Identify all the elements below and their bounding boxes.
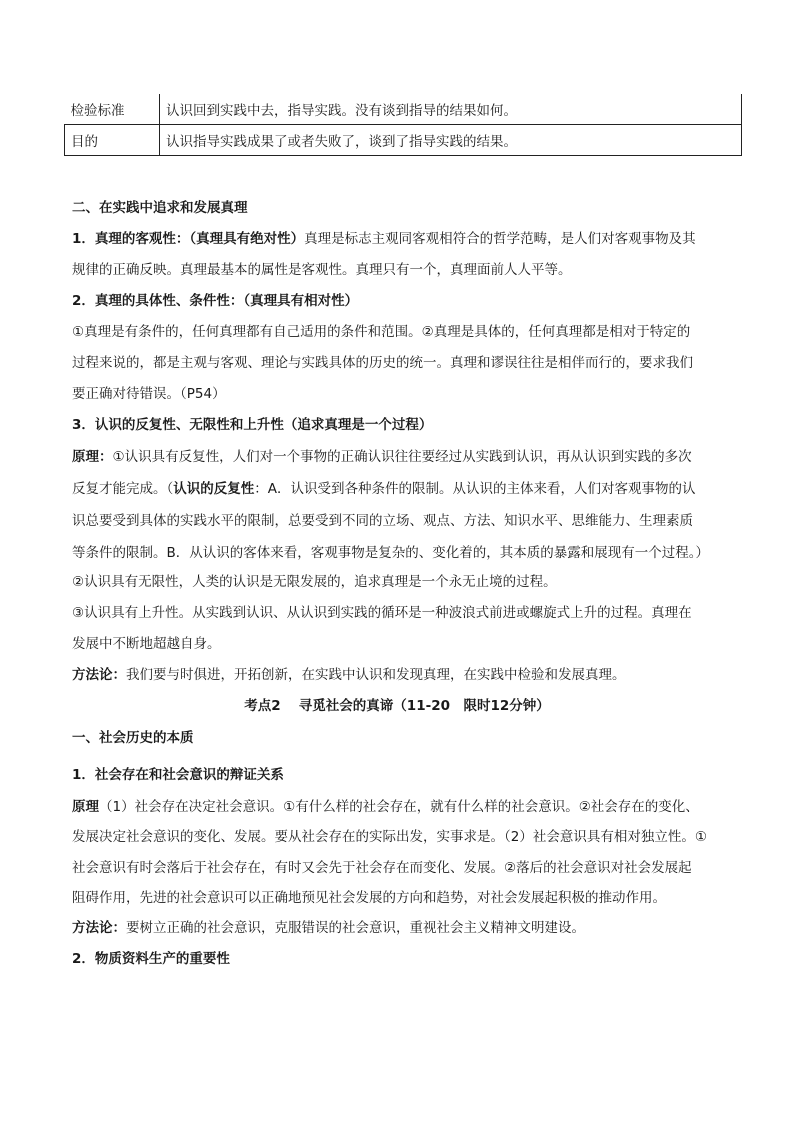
- key-label: 原理: [72, 799, 99, 815]
- paragraph-line: ②认识具有无限性，人类的认识是无限发展的，追求真理是一个永无止境的过程。: [72, 574, 557, 590]
- paragraph-line: [72, 665, 626, 685]
- table-row: [65, 94, 742, 125]
- point-title: 1．真理的客观性：（真理具有绝对性）: [72, 231, 305, 247]
- table-cell-text: 认识指导实践成果了或者失败了，谈到了指导实践的结果。: [160, 125, 742, 156]
- table-cell-text: 认识回到实践中去，指导实践。没有谈到指导的结果如何。: [160, 94, 742, 125]
- paragraph-line: 过程来说的，都是主观与客观、理论与实践具体的历史的统一。真理和谬误往往是相伴而行的，要求我们: [72, 355, 693, 371]
- text-run: 反复才能完成。（: [72, 481, 174, 497]
- key-label: 原理：: [72, 449, 113, 465]
- paragraph-line: 社会意识有时会落后于社会存在，有时又会先于社会存在而变化、发展。②落后的社会意识对社会发展起: [72, 860, 692, 876]
- point-title: 3．认识的反复性、无限性和上升性（追求真理是一个过程）: [72, 417, 433, 433]
- exam-point-title: 考点2 寻觅社会的真谛（11-20 限时12分钟）: [244, 698, 550, 714]
- point-title: 1．社会存在和社会意识的辩证关系: [72, 767, 284, 783]
- paragraph-line: 等条件的限制。B．从认识的客体来看，客观事物是复杂的、变化着的，其本质的暴露和展现有一个过程。）: [72, 545, 710, 561]
- paragraph-line: [72, 918, 585, 938]
- section-heading: 二、在实践中追求和发展真理: [72, 200, 248, 216]
- text-run: ：A．认识受到各种条件的限制。从认识的主体来看，人们对客观事物的认: [254, 481, 696, 497]
- paragraph-line: [72, 797, 699, 817]
- text-run: （1）社会存在决定社会意识。①有什么样的社会存在，就有什么样的社会意识。②社会存在的变化、: [99, 799, 699, 815]
- key-label: 方法论：: [72, 920, 126, 936]
- key-label: 认识的反复性: [173, 481, 255, 497]
- paragraph-line: [72, 479, 695, 499]
- table-row: [65, 125, 742, 156]
- paragraph-line: ①真理是有条件的，任何真理都有自己适用的条件和范围。②真理是具体的，任何真理都是相对于特定的: [72, 324, 691, 340]
- key-label: 方法论：: [72, 667, 126, 683]
- section-heading: 一、社会历史的本质: [72, 730, 194, 746]
- paragraph-line: 识总要受到具体的实践水平的限制，总要受到不同的立场、观点、方法、知识水平、思维能力、生理素质: [72, 513, 693, 529]
- text-run: 我们要与时俱进，开拓创新，在实践中认识和发现真理，在实践中检验和发展真理。: [126, 667, 626, 683]
- paragraph-line: ③认识具有上升性。从实践到认识、从认识到实践的循环是一种波浪式前进或螺旋式上升的过程。真理在: [72, 605, 692, 621]
- table-cell-label: 检验标准: [65, 94, 160, 125]
- point-title: 2．真理的具体性、条件性：（真理具有相对性）: [72, 293, 359, 309]
- point-title: 2．物质资料生产的重要性: [72, 951, 230, 967]
- paragraph-line: 要正确对待错误。（P54）: [72, 386, 226, 402]
- text-run: 要树立正确的社会意识，克服错误的社会意识，重视社会主义精神文明建设。: [126, 920, 585, 936]
- paragraph-line: 阻碍作用，先进的社会意识可以正确地预见社会发展的方向和趋势，对社会发展起积极的推动作用。: [72, 890, 666, 906]
- paragraph-line: 发展中不断地超越自身。: [72, 636, 221, 652]
- paragraph-line: 规律的正确反映。真理最基本的属性是客观性。真理只有一个，真理面前人人平等。: [72, 262, 572, 278]
- text-run: ①认识具有反复性，人们对一个事物的正确认识往往要经过从实践到认识，再从认识到实践的多次: [112, 449, 692, 465]
- comparison-table: [64, 94, 742, 156]
- text-run: 真理是标志主观同客观相符合的哲学范畴，是人们对客观事物及其: [304, 231, 696, 247]
- paragraph-line: [72, 447, 692, 467]
- paragraph-line: [72, 229, 696, 249]
- paragraph-line: 发展决定社会意识的变化、发展。要从社会存在的实际出发，实事求是。（2）社会意识具有相对独立性。①: [72, 829, 707, 845]
- table-cell-label: 目的: [65, 125, 160, 156]
